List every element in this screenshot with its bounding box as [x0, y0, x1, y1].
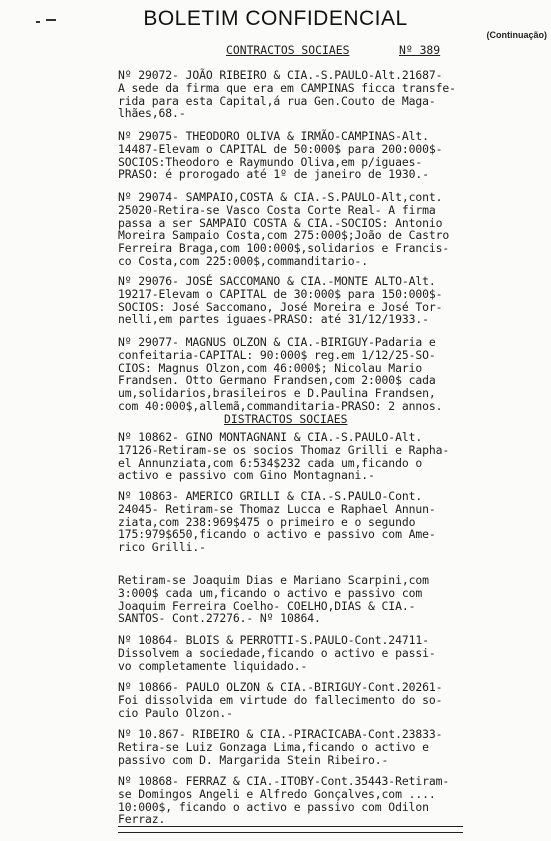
- entry-10864: Nº 10864- BLOIS & PERROTTI-S.PAULO-Cont.24711- Dissolvem a sociedade,ficando o activo e passi- vo completamente liquidado.-: [118, 633, 436, 673]
- bottom-rule: [118, 826, 463, 827]
- entry-10862: Nº 10862- GINO MONTAGNANI & CIA.-S.PAULO-Alt. 17126-Retiram-se os socios Thomaz Grilli e Rapha- el Annunziata,com 6:534$232 cada um,ficando o activo e passivo com Gino Montagnani.-: [118, 430, 450, 483]
- entry-10866: Nº 10866- PAULO OLZON & CIA.-BIRIGUY-Cont.20261- Foi dissolvida em virtude do fallecimento do so- cio Paulo Olzon.-: [118, 680, 443, 720]
- bulletin-number: Nº 389: [399, 43, 441, 57]
- entry-10863: Nº 10863- AMERICO GRILLI & CIA.-S.PAULO-Cont. 24045- Retiram-se Thomaz Lucca e Raphael Annun- ziata,com 238:969$475 o primeiro e o segundo 175:979$650,ficando o activo e passivo com Ame- rico Grilli.-: [118, 489, 436, 555]
- contractos-heading: CONTRACTOS SOCIAES: [226, 43, 350, 57]
- entry-29072: Nº 29072- JOÃO RIBEIRO & CIA.-S.PAULO-Alt.21687- A sede da firma que era em CAMPINAS ficca transfe- rida para esta Capital,á rua Gen.Couto de Maga- lhães,68.-: [118, 68, 456, 121]
- entry-retiram-dias-scarpini: Retiram-se Joaquim Dias e Mariano Scarpini,com 3:000$ cada um,ficando o activo e passivo com Joaquim Ferreira Coelho- COELHO,DIAS & CIA.- SANTOS- Cont.27276.- Nº 10864.: [118, 573, 429, 626]
- bottom-rule: [118, 832, 463, 833]
- entry-29077: Nº 29077- MAGNUS OLZON & CIA.-BIRIGUY-Padaria e confeitaria-CAPITAL: 90:000$ reg.em 1/12/25-SO- CIOS: Magnus Olzon,com 46:000$; Nicolau Mario Frandsen. Otto Germano Frandsen,com 2:000$ cada um,solidarios,brasileiros e D.Paulina Frandsen, com 40:000$,allemã,commanditaria-PRASO: 2 annos.: [118, 335, 443, 413]
- entry-10868: Nº 10868- FERRAZ & CIA.-ITOBY-Cont.35443-Retiram- se Domingos Angeli e Alfredo Gonçalves,com .... 10:000$, ficando o activo e passivo com Odilon Ferraz.: [118, 774, 450, 827]
- page-title: BOLETIM CONFIDENCIAL: [143, 7, 408, 30]
- distractos-heading: DISTRACTOS SOCIAES: [224, 412, 348, 426]
- entry-10867: Nº 10.867- RIBEIRO & CIA.-PIRACICABA-Cont.23833- Retira-se Luiz Gonzaga Lima,ficando o activo e passivo com D. Margarida Stein Ribeiro.-: [118, 727, 443, 767]
- entry-29076: Nº 29076- JOSÉ SACCOMANO & CIA.-MONTE ALTO-Alt. 19217-Elevam o CAPITAL de 30:000$ para 150:000$- SOCIOS: José Saccomano, José Moreira e José Tor- nelli,em partes iguaes-PRASO: até 31/12/1933.-: [118, 274, 443, 327]
- entry-29074: Nº 29074- SAMPAIO,COSTA & CIA.-S.PAULO-Alt,cont. 25020-Retira-se Vasco Costa Corte Real- A firma passa a ser SAMPAIO COSTA & CIA.-SOCIOS: Antonio Moreira Sampaio Costa,com 275:000$;João de Castro Ferreira Braga,com 100:000$,solidarios e Francis- co Costa,com 225:000$,commanditario-.: [118, 190, 450, 268]
- continuation-label: (Continuação): [486, 30, 547, 40]
- entry-29075: Nº 29075- THEODORO OLIVA & IRMÃO-CAMPINAS-Alt. 14487-Elevam o CAPITAL de 50:000$ para 200:000$- SOCIOS:Theodoro e Raymundo Oliva,em p/iguaes- PRASO: é prorogado até 1º de janeiro de 1930.-: [118, 129, 443, 182]
